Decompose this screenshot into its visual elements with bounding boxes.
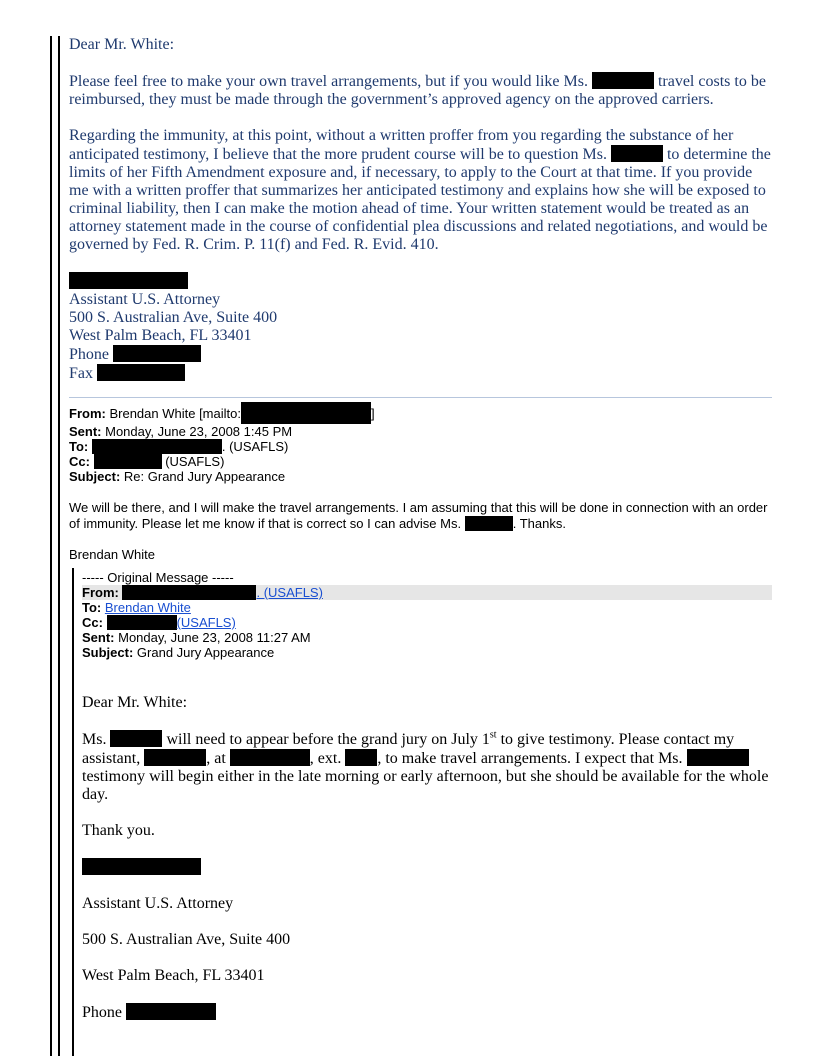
redaction <box>110 730 162 747</box>
original-from-link[interactable]: . (USAFLS) <box>256 585 323 600</box>
redaction <box>69 272 188 289</box>
original-thanks: Thank you. <box>82 822 155 839</box>
original-message-body <box>82 694 772 1040</box>
original-sent: Sent: Monday, June 23, 2008 11:27 AM <box>82 630 311 645</box>
original-cc: Cc: (USAFLS) <box>82 615 236 630</box>
original-greeting: Dear Mr. White: <box>82 694 188 711</box>
original-from: From: . (USAFLS) <box>82 585 772 600</box>
email-subject: Subject: Re: Grand Jury Appearance <box>69 469 286 484</box>
redaction <box>144 749 206 766</box>
redaction <box>82 858 201 875</box>
original-subject: Subject: Grand Jury Appearance <box>82 645 275 660</box>
email-body: We will be there, and I will make the travel arrangements. I am assuming that this will be done in connection with an order of immunity. Please let me know if that is correct so I can advise Ms. . Thanks. <box>69 500 768 531</box>
original-sig-address1: 500 S. Australian Ave, Suite 400 <box>82 931 291 948</box>
original-cc-link[interactable]: (USAFLS) <box>176 615 236 630</box>
original-message-header <box>82 570 772 660</box>
reply-sig-address1: 500 S. Australian Ave, Suite 400 <box>69 309 278 326</box>
quote-bar-inner <box>72 568 74 1056</box>
reply-paragraph-1: Please feel free to make your own travel arrangements, but if you would like Ms. travel costs to be reimbursed, they must be made through the government’s approved agency on the approved carriers. <box>69 73 766 108</box>
redaction <box>230 749 310 766</box>
redaction <box>92 439 222 454</box>
redaction <box>241 402 371 424</box>
reply-sig-address2: West Palm Beach, FL 33401 <box>69 327 252 344</box>
reply-signature <box>69 272 774 383</box>
quote-bar-outer-2 <box>58 36 60 1056</box>
original-sig-address2: West Palm Beach, FL 33401 <box>82 967 265 984</box>
redaction <box>611 145 663 162</box>
original-paragraph: Ms. will need to appear before the grand jury on July 1st to give testimony. Please contact my assistant, , at , ext. , to make travel arrangements. I expect that Ms. testimony will begin either in the late morning or early afternoon, but she should be available for the whole day. <box>82 729 769 803</box>
redaction <box>345 749 377 766</box>
email-header <box>69 402 774 484</box>
original-to-link[interactable]: Brendan White <box>104 600 191 615</box>
redaction <box>592 72 654 89</box>
reply-paragraph-2: Regarding the immunity, at this point, without a written proffer from you regarding the substance of her anticipated testimony, I believe that the more prudent course will be to question Ms. to determine the limits of her Fifth Amendment exposure and, if necessary, to apply to the Court at that time. If you provide me with a written proffer that summarizes her anticipated testimony and explains how she will be exposed to criminal liability, then I can make the motion ahead of time. Your written statement would be treated as an attorney statement made in the course of confidential plea discussions and related negotiations, and would be governed by Fed. R. Crim. P. 11(f) and Fed. R. Evid. 410. <box>69 127 771 253</box>
email-sent: Sent: Monday, June 23, 2008 1:45 PM <box>69 424 293 439</box>
message-divider <box>69 397 772 398</box>
redaction <box>687 749 749 766</box>
email-cc: Cc: (USAFLS) <box>69 454 225 469</box>
original-sig-phone: Phone <box>82 1003 772 1022</box>
original-message-label: ----- Original Message ----- <box>82 570 234 585</box>
redaction <box>122 585 256 600</box>
redaction <box>113 345 201 362</box>
reply-sig-fax: Fax <box>69 364 774 383</box>
email-signature: Brendan White <box>69 547 155 562</box>
redaction <box>94 454 162 469</box>
reply-greeting: Dear Mr. White: <box>69 36 175 53</box>
reply-sig-title: Assistant U.S. Attorney <box>69 291 221 308</box>
original-to: To: Brendan White <box>82 600 191 615</box>
original-sig-title: Assistant U.S. Attorney <box>82 895 234 912</box>
reply-sig-phone: Phone <box>69 345 774 364</box>
redaction <box>465 516 513 531</box>
redaction <box>97 364 185 381</box>
email-from: From: Brendan White [mailto: ] <box>69 402 774 424</box>
email-to: To: . (USAFLS) <box>69 439 289 454</box>
reply-message <box>69 36 774 383</box>
redaction <box>107 615 177 630</box>
redaction <box>126 1003 216 1020</box>
quote-bar-outer-1 <box>50 36 52 1056</box>
